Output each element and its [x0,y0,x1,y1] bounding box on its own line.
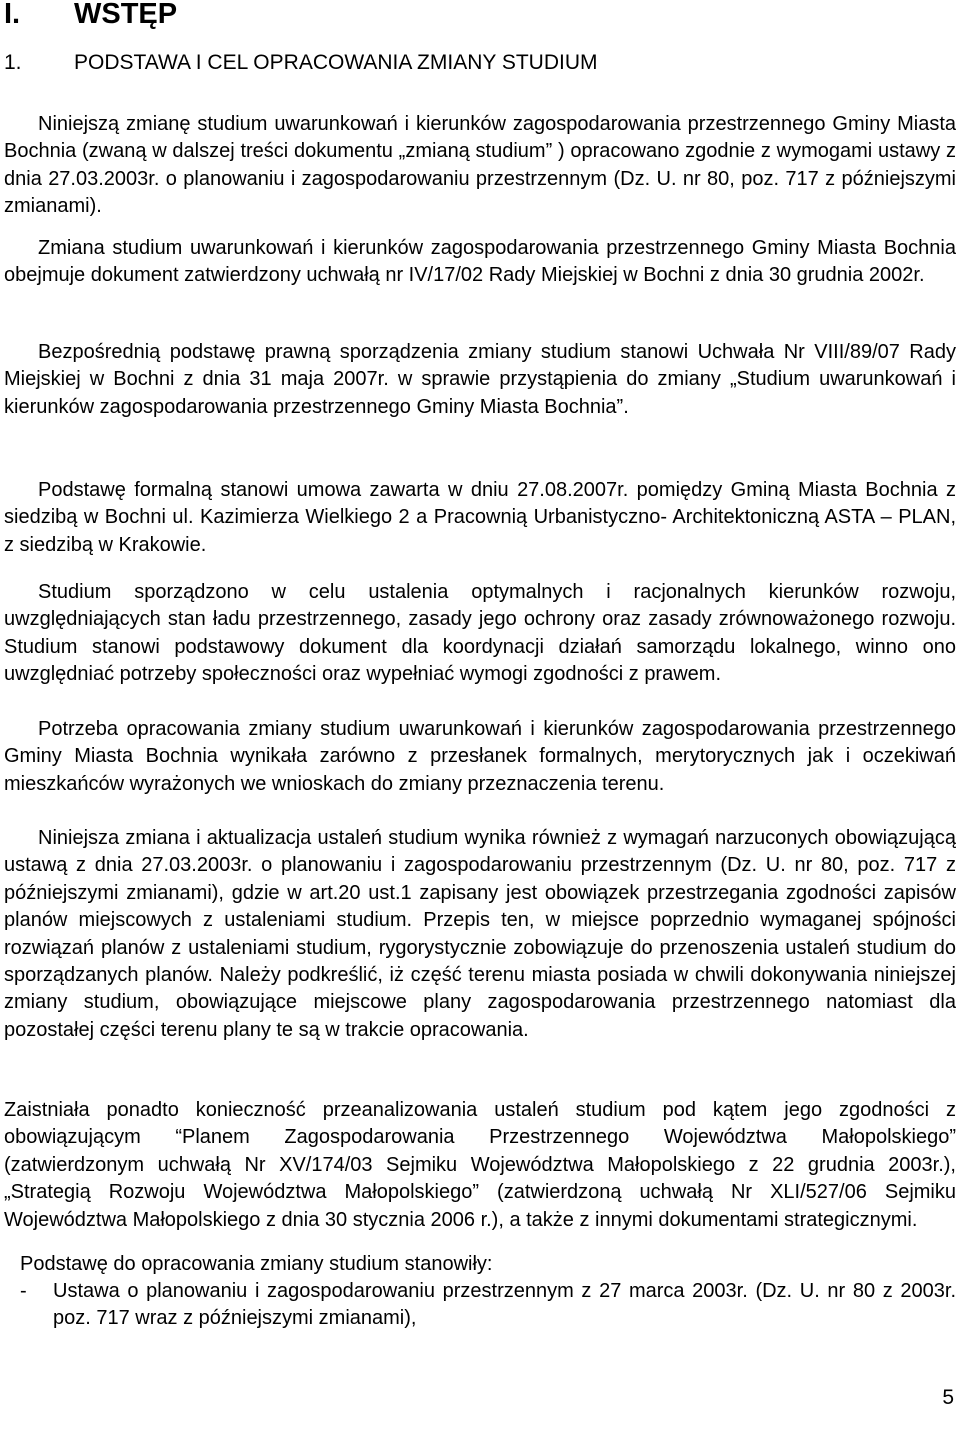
section-title: PODSTAWA I CEL OPRACOWANIA ZMIANY STUDIUM [74,51,598,74]
list-marker: - [20,1280,27,1302]
list-item-text: Ustawa o planowaniu i zagospodarowaniu przestrzennym z 27 marca 2003r. (Dz. U. nr 80 z 2003r. poz. 717 wraz z późniejszymi zmianami), [53,1280,956,1330]
section-number: 1. [4,51,22,74]
paragraph-6: Potrzeba opracowania zmiany studium uwarunkowań i kierunków zagospodarowania przestrzennego Gminy Miasta Bochnia wynikała zarówno z przesłanek formalnych, merytorycznych jak i oczekiwań mieszkańców wyrażonych we wnioskach do zmiany przeznaczenia terenu. [4,718,956,795]
paragraph-1: Niniejszą zmianę studium uwarunkowań i kierunków zagospodarowania przestrzennego Gminy Miasta Bochnia (zwaną w dalszej treści dokumentu „zmianą studium” ) opracowano zgodnie z wymogami ustawy z dnia 27.03.2003r. o planowaniu i zagospodarowaniu przestrzennym (Dz. U. nr 80, poz. 717 z późniejszymi zmianami). [4,113,956,218]
section-heading [4,49,598,77]
chapter-number: I. [4,0,21,30]
paragraph-2: Zmiana studium uwarunkowań i kierunków zagospodarowania przestrzennego Gminy Miasta Bochnia obejmuje dokument zatwierdzony uchwałą nr IV/17/02 Rady Miejskiej w Bochni z dnia 30 grudnia 2002r. [4,237,956,287]
page-number: 5 [942,1386,954,1409]
chapter-heading [4,0,177,32]
paragraph-3: Bezpośrednią podstawę prawną sporządzenia zmiany studium stanowi Uchwała Nr VIII/89/07 Rady Miejskiej w Bochni z dnia 31 maja 2007r. w sprawie przystąpienia do zmiany „Studium uwarunkowań i kierunków zagospodarowania przestrzennego Gminy Miasta Bochnia”. [4,341,956,418]
paragraph-4: Podstawę formalną stanowi umowa zawarta w dniu 27.08.2007r. pomiędzy Gminą Miasta Bochnia z siedzibą w Bochni ul. Kazimierza Wielkiego 2 a Pracownią Urbanistyczno- Architektoniczną ASTA – PLAN, z siedzibą w Krakowie. [4,479,956,556]
paragraph-9: Podstawę do opracowania zmiany studium stanowiły: [20,1253,493,1275]
paragraph-5: Studium sporządzono w celu ustalenia optymalnych i racjonalnych kierunków rozwoju, uwzględniających stan ładu przestrzennego, zasady jego ochrony oraz zasady zrównoważonego rozwoju. Studium stanowi podstawowy dokument dla koordynacji działań samorządu lokalnego, winno ono uwzględniać potrzeby społeczności oraz wypełniać wymogi zgodności z prawem. [4,581,956,686]
paragraph-8: Zaistniała ponadto konieczność przeanalizowania ustaleń studium pod kątem jego zgodności z obowiązującym “Planem Zagospodarowania Przestrzennego Województwa Małopolskiego” (zatwierdzonym uchwałą Nr XV/174/03 Sejmiku Województwa Małopolskiego z 22 grudnia 2003r.), „Strategią Rozwoju Województwa Małopolskiego” (zatwierdzoną uchwałą Nr XLI/527/06 Sejmiku Województwa Małopolskiego z dnia 30 stycznia 2006 r.), a także z innymi dokumentami strategicznymi. [4,1099,956,1231]
paragraph-7: Niniejsza zmiana i aktualizacja ustaleń studium wynika również z wymagań narzuconych obowiązującą ustawą z dnia 27.03.2003r. o planowaniu i zagospodarowaniu przestrzennym (Dz. U. nr 80, poz. 717 z późniejszymi zmianami), gdzie w art.20 ust.1 zapisany jest obowiązek przestrzegania zgodności zapisów planów miejscowych z ustaleniami studium. Przepis ten, w miejsce poprzednio wymaganej spójności rozwiązań planów z ustaleniami studium, rygorystycznie zobowiązuje do przenoszenia ustaleń studium do sporządzanych planów. Należy podkreślić, iż część terenu miasta posiada w chwili dokonywania niniejszej zmiany studium, obowiązujące miejscowe plany zagospodarowania przestrzennego natomiast dla pozostałej części terenu plany te są w trakcie opracowania. [4,827,956,1041]
chapter-title: WSTĘP [74,0,178,30]
list-item [20,1278,956,1333]
